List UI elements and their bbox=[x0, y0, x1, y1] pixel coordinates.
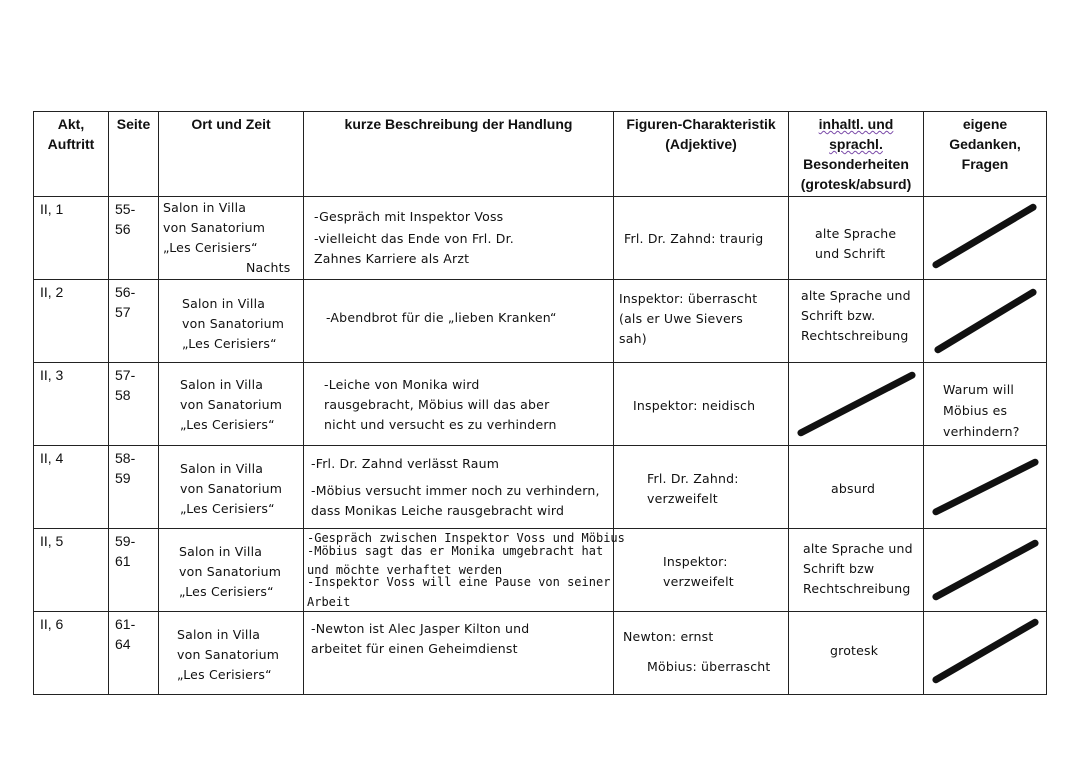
akt-value: II, 6 bbox=[40, 616, 64, 632]
strike-through-mark bbox=[924, 529, 1046, 611]
ort-line: von Sanatorium bbox=[163, 220, 266, 235]
strike-through-mark bbox=[924, 197, 1046, 279]
seite-line: 58 bbox=[115, 387, 131, 403]
figuren-line: (als er Uwe Sievers bbox=[619, 311, 743, 326]
cell-akt bbox=[34, 529, 109, 612]
table-row bbox=[34, 280, 1047, 363]
table-row bbox=[34, 446, 1047, 529]
akt-value: II, 3 bbox=[40, 367, 64, 383]
figuren-line: Frl. Dr. Zahnd: traurig bbox=[624, 231, 764, 246]
header-besonderheiten bbox=[789, 112, 924, 197]
cell-figuren bbox=[614, 612, 789, 695]
gedanken-line: Warum will bbox=[943, 382, 1015, 397]
seite-line: 61- bbox=[115, 616, 136, 632]
figuren-line: Inspektor: bbox=[663, 554, 728, 569]
header-seite-label: Seite bbox=[116, 116, 151, 132]
seite-line: 55- bbox=[115, 201, 136, 217]
ort-line: Salon in Villa bbox=[180, 461, 264, 476]
header-besonderheiten-line: Besonderheiten bbox=[803, 156, 909, 172]
ort-line: „Les Cerisiers“ bbox=[163, 240, 258, 255]
akt-value: II, 1 bbox=[40, 201, 64, 217]
cell-ort bbox=[159, 280, 304, 363]
handlung-line: -Leiche von Monika wird bbox=[324, 377, 480, 392]
cell-seite bbox=[109, 529, 159, 612]
ort-line: „Les Cerisiers“ bbox=[180, 417, 275, 432]
header-figuren-line: (Adjektive) bbox=[665, 136, 737, 152]
table-row bbox=[34, 529, 1047, 612]
cell-figuren bbox=[614, 446, 789, 529]
cell-akt bbox=[34, 197, 109, 280]
seite-line: 59- bbox=[115, 533, 136, 549]
handlung-line: -vielleicht das Ende von Frl. Dr. bbox=[314, 231, 514, 246]
header-besonderheiten-line: sprachl. bbox=[829, 136, 883, 152]
cell-seite bbox=[109, 197, 159, 280]
handlung-line: -Gespräch mit Inspektor Voss bbox=[314, 209, 504, 224]
seite-line: 56 bbox=[115, 221, 131, 237]
header-handlung-label: kurze Beschreibung der Handlung bbox=[344, 116, 573, 132]
handlung-line: -Frl. Dr. Zahnd verlässt Raum bbox=[311, 456, 500, 471]
handlung-line: rausgebracht, Möbius will das aber bbox=[324, 397, 550, 412]
handlung-line: arbeitet für einen Geheimdienst bbox=[311, 641, 518, 656]
seite-line: 59 bbox=[115, 470, 131, 486]
header-besonderheiten-line: (grotesk/absurd) bbox=[800, 176, 912, 192]
besonderheiten-line: Schrift bzw bbox=[803, 561, 875, 576]
cell-akt bbox=[34, 363, 109, 446]
cell-gedanken bbox=[924, 612, 1047, 695]
seite-line: 61 bbox=[115, 553, 131, 569]
besonderheiten-line: absurd bbox=[831, 481, 876, 496]
ort-line: Salon in Villa bbox=[180, 377, 264, 392]
besonderheiten-line: und Schrift bbox=[815, 246, 886, 261]
cell-gedanken bbox=[924, 446, 1047, 529]
header-besonderheiten-line: inhaltl. und bbox=[818, 116, 894, 132]
cell-gedanken bbox=[924, 529, 1047, 612]
header-figuren bbox=[614, 112, 789, 197]
header-akt bbox=[34, 112, 109, 197]
strike-through-mark bbox=[924, 612, 1046, 694]
cell-besonderheiten bbox=[789, 446, 924, 529]
akt-value: II, 5 bbox=[40, 533, 64, 549]
cell-ort bbox=[159, 446, 304, 529]
cell-handlung bbox=[304, 280, 614, 363]
header-row bbox=[34, 112, 1047, 197]
besonderheiten-line: grotesk bbox=[830, 643, 879, 658]
cell-handlung bbox=[304, 612, 614, 695]
header-gedanken-line: Fragen bbox=[961, 156, 1009, 172]
header-akt-line: Akt, bbox=[57, 116, 85, 132]
handlung-line: Zahnes Karriere als Arzt bbox=[314, 251, 470, 266]
cell-gedanken bbox=[924, 280, 1047, 363]
cell-ort bbox=[159, 363, 304, 446]
header-handlung bbox=[304, 112, 614, 197]
cell-akt bbox=[34, 612, 109, 695]
cell-besonderheiten bbox=[789, 529, 924, 612]
handlung-line: -Inspektor Voss will eine Pause von seiner bbox=[307, 575, 611, 589]
cell-ort bbox=[159, 197, 304, 280]
handlung-line: -Newton ist Alec Jasper Kilton und bbox=[311, 621, 530, 636]
ort-line: von Sanatorium bbox=[182, 316, 285, 331]
ort-line: „Les Cerisiers“ bbox=[180, 501, 275, 516]
seite-line: 64 bbox=[115, 636, 131, 652]
cell-seite bbox=[109, 363, 159, 446]
besonderheiten-line: Rechtschreibung bbox=[803, 581, 911, 596]
handlung-line: -Abendbrot für die „lieben Kranken“ bbox=[326, 310, 557, 325]
cell-seite bbox=[109, 446, 159, 529]
handlung-line: nicht und versucht es zu verhindern bbox=[324, 417, 557, 432]
ort-line: von Sanatorium bbox=[177, 647, 280, 662]
cell-handlung bbox=[304, 529, 625, 612]
handlung-line: dass Monikas Leiche rausgebracht wird bbox=[311, 503, 565, 518]
handlung-line: und möchte verhaftet werden bbox=[307, 563, 503, 577]
cell-seite bbox=[109, 612, 159, 695]
ort-line: Salon in Villa bbox=[179, 544, 263, 559]
ort-line: „Les Cerisiers“ bbox=[179, 584, 274, 599]
cell-gedanken bbox=[924, 363, 1047, 446]
analysis-table bbox=[33, 111, 1047, 695]
cell-figuren bbox=[614, 280, 789, 363]
cell-handlung bbox=[304, 197, 614, 280]
header-ort-label: Ort und Zeit bbox=[191, 116, 271, 132]
figuren-line: verzweifelt bbox=[663, 574, 734, 589]
cell-gedanken bbox=[924, 197, 1047, 280]
akt-value: II, 2 bbox=[40, 284, 64, 300]
cell-akt bbox=[34, 446, 109, 529]
besonderheiten-line: alte Sprache und bbox=[803, 541, 913, 556]
cell-besonderheiten bbox=[789, 612, 924, 695]
figuren-line: sah) bbox=[619, 331, 647, 346]
ort-line: von Sanatorium bbox=[180, 481, 283, 496]
akt-value: II, 4 bbox=[40, 450, 64, 466]
header-akt-line: Auftritt bbox=[47, 136, 95, 152]
cell-handlung bbox=[304, 446, 614, 529]
header-figuren-line: Figuren-Charakteristik bbox=[626, 116, 776, 132]
gedanken-line: Möbius es bbox=[943, 403, 1008, 418]
cell-besonderheiten bbox=[789, 363, 924, 446]
ort-line: von Sanatorium bbox=[180, 397, 283, 412]
ort-line: „Les Cerisiers“ bbox=[182, 336, 277, 351]
besonderheiten-line: Rechtschreibung bbox=[801, 328, 909, 343]
ort-line: von Sanatorium bbox=[179, 564, 282, 579]
strike-through-mark bbox=[924, 280, 1046, 362]
besonderheiten-line: alte Sprache bbox=[815, 226, 897, 241]
ort-line: Nachts bbox=[246, 260, 291, 275]
figuren-line: Inspektor: neidisch bbox=[633, 398, 756, 413]
figuren-line: Inspektor: überrascht bbox=[619, 291, 758, 306]
header-gedanken-line: eigene bbox=[962, 116, 1008, 132]
cell-ort bbox=[159, 529, 304, 612]
seite-line: 57- bbox=[115, 367, 136, 383]
cell-akt bbox=[34, 280, 109, 363]
figuren-line: Newton: ernst bbox=[623, 629, 714, 644]
header-gedanken-line: Gedanken, bbox=[949, 136, 1021, 152]
handlung-line: -Möbius versucht immer noch zu verhindern, bbox=[311, 483, 600, 498]
handlung-line: -Möbius sagt das er Monika umgebracht hat bbox=[307, 544, 604, 558]
cell-figuren bbox=[614, 363, 789, 446]
besonderheiten-line: alte Sprache und bbox=[801, 288, 911, 303]
table-row bbox=[34, 363, 1047, 446]
seite-line: 56- bbox=[115, 284, 136, 300]
header-ort bbox=[159, 112, 304, 197]
cell-besonderheiten bbox=[789, 280, 924, 363]
cell-seite bbox=[109, 280, 159, 363]
strike-through-mark bbox=[789, 363, 923, 445]
strike-through-mark bbox=[924, 446, 1046, 528]
cell-ort bbox=[159, 612, 304, 695]
figuren-line: verzweifelt bbox=[647, 491, 718, 506]
seite-line: 58- bbox=[115, 450, 136, 466]
ort-line: Salon in Villa bbox=[177, 627, 261, 642]
figuren-line: Frl. Dr. Zahnd: bbox=[647, 471, 739, 486]
cell-handlung bbox=[304, 363, 614, 446]
besonderheiten-line: Schrift bzw. bbox=[801, 308, 876, 323]
ort-line: Salon in Villa bbox=[182, 296, 266, 311]
table-row bbox=[34, 612, 1047, 695]
header-gedanken bbox=[924, 112, 1047, 197]
gedanken-line: verhindern? bbox=[943, 424, 1020, 439]
table-row bbox=[34, 197, 1047, 280]
handlung-line: Arbeit bbox=[307, 595, 351, 609]
header-seite bbox=[109, 112, 159, 197]
cell-figuren bbox=[614, 529, 789, 612]
cell-besonderheiten bbox=[789, 197, 924, 280]
cell-figuren bbox=[614, 197, 789, 280]
ort-line: Salon in Villa bbox=[163, 200, 247, 215]
handlung-line: -Gespräch zwischen Inspektor Voss und Möbius bbox=[307, 531, 625, 545]
ort-line: „Les Cerisiers“ bbox=[177, 667, 272, 682]
seite-line: 57 bbox=[115, 304, 131, 320]
figuren-line: Möbius: überrascht bbox=[647, 659, 771, 674]
